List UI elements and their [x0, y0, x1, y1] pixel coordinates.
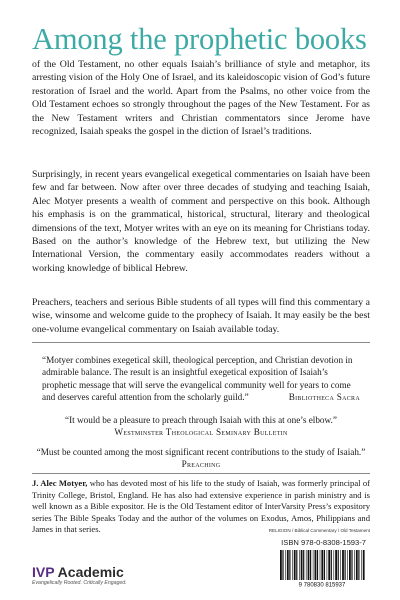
publisher-tagline: Evangelically Rooted. Critically Engaged. [32, 580, 127, 586]
barcode-bar [351, 550, 352, 580]
barcode-bar [328, 550, 330, 580]
barcode-bar [315, 550, 317, 580]
barcode-bar [296, 550, 297, 580]
endorsement-quote [32, 414, 370, 439]
barcode-bar [321, 550, 323, 580]
barcode-bar [320, 550, 321, 580]
category-label: RELIGION / Biblical Commentary / Old Testament [268, 528, 370, 533]
headline: Among the prophetic books [32, 22, 367, 56]
quote-text: “It would be a pleasure to preach through Isaiah with this at one’s elbow.” [65, 415, 337, 425]
barcode-bar [358, 550, 359, 580]
barcode-bar [301, 550, 303, 580]
endorsements-section [32, 342, 370, 470]
quote-text: “Motyer combines exegetical skill, theological perception, and Christian devotion in admirable balance. The result is an insightful exegetical exposition of Isaiah’s prophetic message that will serve the evangelical community well for years to come and deserves careful attention from the scholarly guild.” [42, 355, 353, 403]
divider-top [32, 342, 370, 343]
isbn-label: ISBN 978-0-8308-1593-7 [281, 538, 366, 547]
barcode-bar [289, 550, 290, 580]
cover-footer [32, 528, 370, 592]
barcode-bar [338, 550, 339, 580]
author-bio-text: who has devoted most of his life to the study of Isaiah, was formerly principal of Trinity College, Bristol, England. He has also had extensive experience in parish ministry and is well known as a Bible expositor. He is the Old Testament editor of InterVarsity Press’s expository series The Bible Speaks Today and the author of the volumes on Exodus, Amos, Philippians and James in that series. [32, 478, 371, 535]
publisher-logo-suffix: Academic [54, 564, 124, 580]
barcode-bar [285, 550, 286, 580]
paragraph-overview: Surprisingly, in recent years evangelical exegetical commentaries on Isaiah have been few and far between. Now after over three decades of studying and teaching Isaiah, Alec Motyer presents a wealth of comment and perspective on this book. Although his emphasis is on the grammatical, historical, structural, literary and theological dimensions of the text, Motyer writes with an eye on its meaning for Christians today. Based on the author’s knowledge of the Hebrew text, but utilizing the New International Version, the commentary easily accommodates readers without a working knowledge of biblical Hebrew. [32, 169, 370, 274]
barcode-bar [334, 550, 335, 580]
paragraph-recommendation: Preachers, teachers and serious Bible students of all types will find this commentary a wise, winsome and welcome guide to the prophecy of Isaiah. It may easily be the best one-volume evangelical commentary on Isaiah available today. [32, 297, 370, 335]
barcode-bar [335, 550, 337, 580]
barcode-bar [299, 550, 300, 580]
barcode-bar [287, 550, 289, 580]
barcode-bar [324, 550, 325, 580]
barcode-bar [347, 550, 348, 580]
barcode-bar [363, 550, 365, 580]
barcode-bar [308, 550, 310, 580]
barcode-bar [361, 550, 362, 580]
barcode-bar [342, 550, 344, 580]
barcode-bar [294, 550, 296, 580]
barcode-bar [345, 550, 346, 580]
author-name: J. Alec Motyer, [32, 478, 88, 488]
barcode-bar [349, 550, 351, 580]
barcode-bar [280, 550, 282, 580]
quote-source: Preaching [181, 459, 221, 470]
barcode-bar [292, 550, 293, 580]
barcode-bar [306, 550, 307, 580]
divider-bottom [32, 473, 370, 474]
endorsement-quote [42, 354, 360, 404]
barcode-bar [354, 550, 355, 580]
barcode-digits: 9 780830 815937 [298, 582, 346, 588]
quote-text: “Must be counted among the most significant recent contributions to the study of Isaiah.” [36, 447, 366, 457]
barcode-icon [274, 548, 370, 588]
barcode-bar [310, 550, 311, 580]
barcode-bar [282, 550, 283, 580]
barcode-bar [303, 550, 304, 580]
barcode-bar [340, 550, 341, 580]
quote-source: Bibliotheca Sacra [288, 392, 360, 403]
barcode-bar [331, 550, 332, 580]
publisher-logo [32, 565, 127, 587]
barcode-bar [327, 550, 328, 580]
barcode-bar [313, 550, 314, 580]
publisher-logo-prefix: IVP [32, 564, 55, 580]
paragraph-intro: of the Old Testament, no other equals Isaiah’s brilliance of style and metaphor, its arresting vision of the Holy One of Israel, and its kaleidoscopic vision of God’s future restoration of Israel and the world. Apart from the Psalms, no other voice from the Old Testament echoes so strongly throughout the pages of the New Testament. For as the New Testament writers and Christian commentators since Jerome have recognized, Isaiah speaks the gospel in the diction of Israel’s traditions. [32, 59, 370, 138]
quote-source: Westminster Theological Seminary Bulletin [114, 427, 288, 438]
endorsement-quote [32, 446, 370, 471]
barcode-bar [317, 550, 318, 580]
barcode-bar [356, 550, 358, 580]
